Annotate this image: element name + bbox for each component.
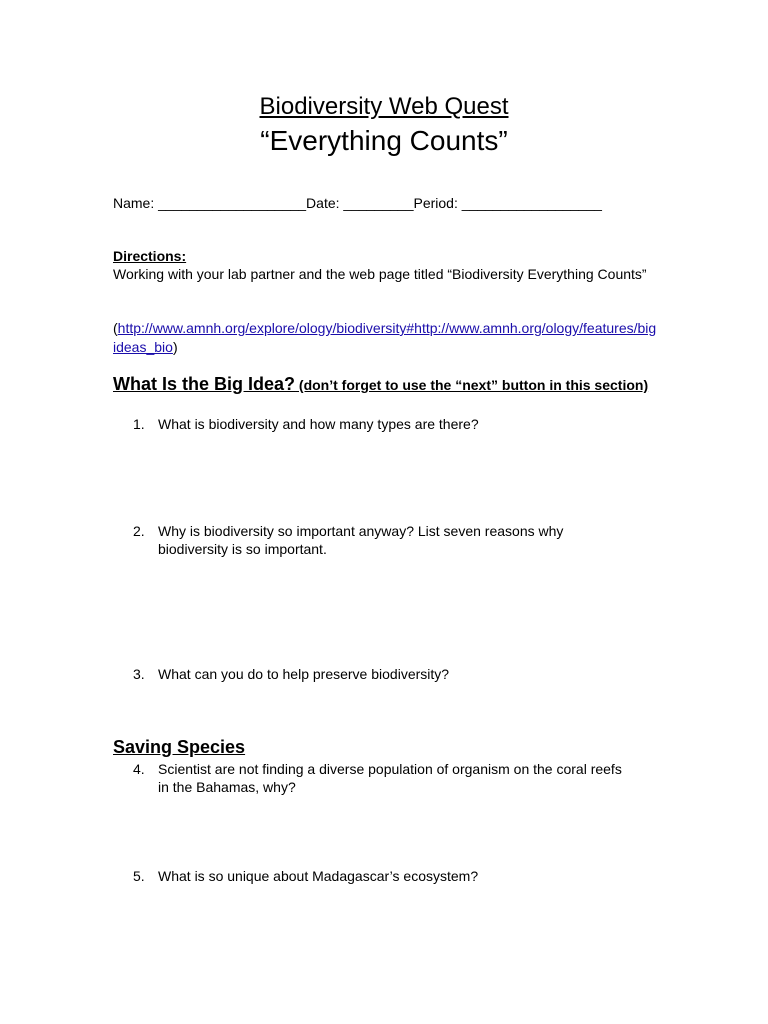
big-idea-note: (don’t forget to use the “next” button in this section) [295,377,649,393]
directions-heading: Directions: [113,248,187,264]
question-item [133,522,633,558]
question-number: 4. [133,761,145,777]
question-number: 2. [133,523,145,539]
question-item [133,760,633,796]
question-text: Scientist are not finding a diverse population of organism on the coral reefs in the Bahamas, why? [158,761,622,795]
question-number: 3. [133,666,145,682]
section-heading-big-idea [113,374,658,396]
resource-link-line [113,319,658,357]
question-text: Why is biodiversity so important anyway? List seven reasons why biodiversity is so important. [158,523,564,557]
section-heading-saving-species: Saving Species [113,737,246,757]
question-number: 1. [133,416,145,432]
question-item [133,415,633,433]
question-item [133,665,633,683]
worksheet-title: Biodiversity Web Quest [259,93,509,120]
worksheet-subtitle: “Everything Counts” [260,125,508,156]
question-number: 5. [133,868,145,884]
big-idea-heading-text: What Is the Big Idea? [113,374,296,394]
question-text: What can you do to help preserve biodiversity? [158,666,450,682]
directions-text: Working with your lab partner and the web page titled “Biodiversity Everything Counts” [113,266,647,282]
link-close-paren: ) [172,339,178,355]
question-text: What is biodiversity and how many types are there? [158,416,479,432]
link-open-paren: ( [113,320,118,336]
name-date-period-line: Name: ___________________Date: _________Period: __________________ [113,195,602,211]
question-text: What is so unique about Madagascar’s ecosystem? [158,868,479,884]
resource-link[interactable]: http://www.amnh.org/explore/ology/biodiversity#http://www.amnh.org/ology/features/bigideas_bio [113,320,657,355]
question-item [133,867,633,885]
